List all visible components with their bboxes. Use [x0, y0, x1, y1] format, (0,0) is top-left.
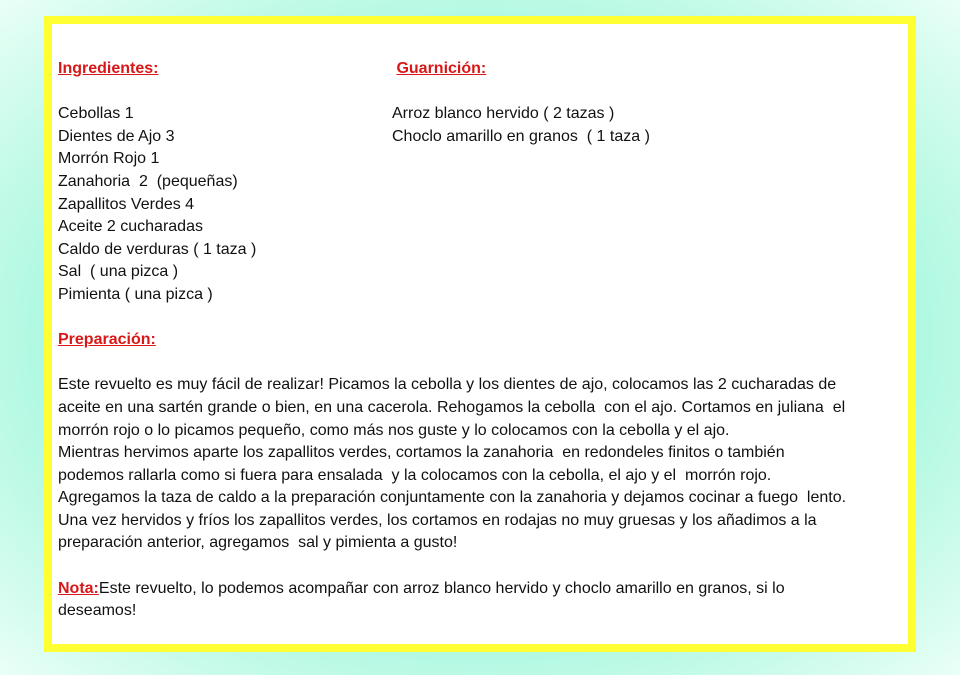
note-line: Este revuelto, lo podemos acompañar con arroz blanco hervido y choclo amarillo en granos, si lo	[98, 579, 785, 597]
recipe-card	[44, 16, 916, 652]
note-label: Nota:	[58, 579, 99, 597]
ingredients-column	[58, 58, 392, 307]
recipe-content	[58, 58, 902, 623]
ingredient-item: Caldo de verduras ( 1 taza )	[58, 240, 257, 258]
ingredients-section	[58, 58, 902, 307]
garnish-heading: Guarnición:	[396, 60, 487, 77]
preparation-line: Agregamos la taza de caldo a la preparación conjuntamente con la zanahoria y dejamos cocinar a fuego lento.	[58, 489, 847, 507]
ingredients-heading: Ingredientes:	[58, 60, 159, 77]
ingredient-item: Cebollas 1	[58, 105, 134, 123]
garnish-item: Choclo amarillo en granos ( 1 taza )	[392, 127, 650, 145]
ingredient-item: Zapallitos Verdes 4	[58, 195, 195, 213]
garnish-column	[392, 58, 902, 307]
preparation-line: aceite en una sartén grande o bien, en una cacerola. Rehogamos la cebolla con el ajo. Cortamos en juliana el	[58, 398, 846, 416]
preparation-line: Una vez hervidos y fríos los zapallitos verdes, los cortamos en rodajas no muy gruesas y los añadimos a la	[58, 511, 817, 529]
note-line: deseamos!	[58, 602, 137, 620]
ingredient-item: Pimienta ( una pizca )	[58, 285, 213, 303]
ingredient-item: Morrón Rojo 1	[58, 150, 160, 168]
garnish-item: Arroz blanco hervido ( 2 tazas )	[392, 105, 615, 123]
preparation-line: preparación anterior, agregamos sal y pimienta a gusto!	[58, 534, 458, 552]
preparation-line: podemos rallarla como si fuera para ensalada y la colocamos con la cebolla, el ajo y el morrón rojo.	[58, 466, 772, 484]
ingredient-item: Sal ( una pizca )	[58, 263, 179, 281]
preparation-line: Este revuelto es muy fácil de realizar! Picamos la cebolla y los dientes de ajo, colocamos las 2 cucharadas de	[58, 376, 837, 394]
preparation-line: morrón rojo o lo picamos pequeño, como más nos guste y lo colocamos con la cebolla y el ajo.	[58, 421, 730, 439]
preparation-section	[58, 329, 902, 555]
preparation-heading: Preparación:	[58, 331, 156, 349]
ingredient-item: Zanahoria 2 (pequeñas)	[58, 172, 238, 190]
ingredient-item: Aceite 2 cucharadas	[58, 218, 203, 236]
preparation-line: Mientras hervimos aparte los zapallitos verdes, cortamos la zanahoria en redondeles finitos o también	[58, 444, 785, 462]
ingredient-item: Dientes de Ajo 3	[58, 127, 175, 145]
note-section	[58, 578, 902, 623]
